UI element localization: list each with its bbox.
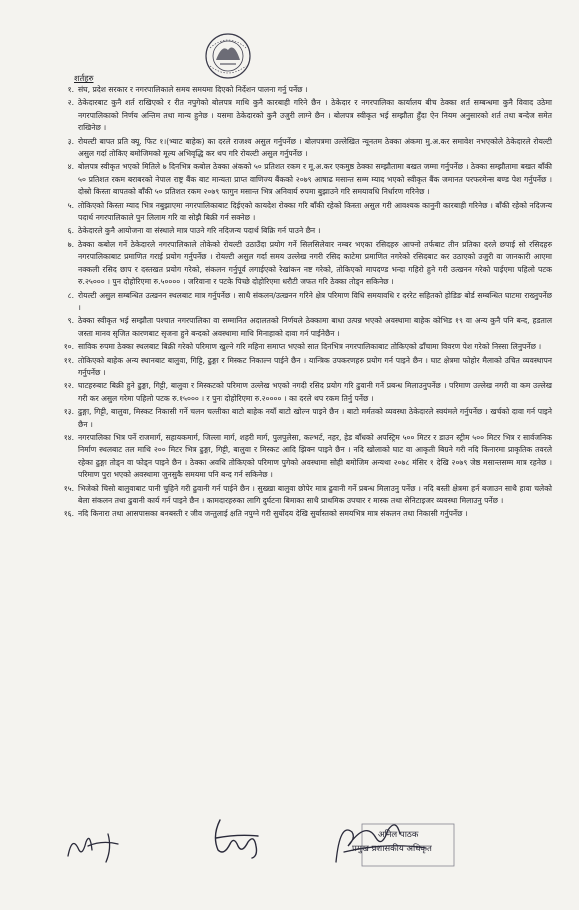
conditions-list [52,84,552,522]
condition-text: ठेकेदारले कुनै आयोजना वा संस्थाले मात्र पाउने गरि नदिजन्य पदार्थ बिक्रि गर्न पाउने छैन । [78,226,321,236]
condition-text: भिजेको चिसो बालुवाबाट पानी चुहिने गरी ढुवानी गर्न पाईने छैन । सुख्खा बालुवा छोपेर मात्र ढुवानी गर्ने प्रबन्ध मिलाउनु पर्नेछ । नदि बस्ती क्षेत्रमा हर्न बजाउन साथै हावा चलेको बेला संकलन तथा ढुवानी कार्य गर्न पाइने छैन । कामदारहरुका लागि दुर्घटना बिमाका साथै प्राथमिक उपचार र मास्क तथा सेनिटाइजर व्यवस्था मिलाउनु पर्नेछ । [78,483,552,505]
condition-text: ठेकेदारबाट कुनै शर्त राखिएको र रीत नपुगेको बोलपत्र माथि कुनै कारबाही गरिने छैन । ठेकेदार र नगरपालिका कार्यालय बीच ठेक्का शर्त सम्बन्धमा कुनै विवाद उठेमा नगरपालिकाको निर्णय अन्तिम तथा मान्य हुनेछ । यसमा ठेकेदारको कुनै उजुरी लाग्ने छैन । बोलपत्र स्वीकृत भई सम्झौता हुँदा ऐन नियम अनुसारको शर्त तथा बन्देज समेत राखिनेछ । [78,98,552,133]
condition-number: ७. [67,239,74,249]
signature-left-icon [62,828,132,868]
condition-number: १४. [63,432,74,442]
condition-number: १३. [63,407,74,417]
condition-item [52,136,552,161]
condition-text: ठेक्का स्वीकृत भई सम्झौता पश्चात नगरपालिका वा सम्मानित अदालतको निर्णयले ठेक्कामा बाधा उत्पन्न भएको अवस्थामा बाहेक कोभिड १९ वा अन्य कुनै पनि बन्द, हडताल जस्ता मानव सृजित कारणबाट सृजना हुने बन्दको अवस्थामा माथि मिनाहाको दावा गर्न पाईनेछैन । [78,316,552,338]
condition-item [52,508,552,520]
officer-designation: प्रमुख प्रशासकीय अधिकृत [352,844,432,854]
condition-item [52,161,552,198]
condition-text: तोकिएको किस्ता म्याद भित्र नबुझाएमा नगरपालिकाबाट दिईएको कायदेश रोक्का गरि बाँकी रहेको किस्ता असुल गरी आवश्यक कानुनी कारबाही गरिनेछ । बाँकी रहेको नदिजन्य पदार्थ नगरपालिकाले पुन लिलाम गरि वा सोझै बिक्री गर्न सक्नेछ । [78,200,552,223]
officer-name: अनिल पाठक [378,830,419,840]
condition-text: बोलपत्र स्वीकृत भएको मितिले ७ दिनभित्र कबोल ठेक्का अंकको ५० प्रतिशत रकम र मू.अ.कर एकमुष्ठ ठेक्का सम्झौतामा बखत जम्मा गर्नुपर्नेछ । ठेक्का सम्झौतामा बखत बाँकी ५० प्रतिशत रकम बराबरको नेपाल राष्ट्र बैंक बाट मान्यता प्राप्त वाणिज्य बैंकको २०७९ आषाढ मसान्त सम्म म्याद भएको स्वीकृत बैंक जमानत परफरमेन्स बण्ड पेश गर्नुपर्नेछ । दोस्रो किस्ता बापतको बाँकी ५० प्रतिशत रकम २०७९ फागुन मसान्त भित्र अनिवार्य रुपमा बुझाउने गरि समयावधि निर्धारण गरिनेछ । [78,162,552,197]
condition-number: ३. [67,136,74,146]
condition-item [52,483,552,508]
condition-item [52,380,552,405]
condition-item [52,290,552,315]
condition-number: ६. [67,226,74,236]
document-heading: शर्तहरु [74,73,94,83]
condition-item [52,315,552,340]
condition-item [52,84,552,96]
signature-middle-icon [208,816,278,862]
condition-text: घाटहरुबाट बिक्री हुने ढुङ्गा, गिट्टी, बालुवा र मिस्कटको परिमाण उल्लेख भएको नगदी रसिद प्रयोग गरि ढुवानी गर्ने प्रबन्ध मिलाउनुपर्नेछ । परिमाण उल्लेख नगरी वा कम उल्लेख गरी कर असुल गरेमा पहिलो पटक रु.१५००० । र पुनः दोहोरिएमा रु.२०००० । का दरले थप रकम तिर्नु पर्नेछ । [78,381,552,403]
condition-text: साविक रुपमा ठेक्का स्थलबाट बिक्री गरेको परिमाण खुल्ने गरि महिना समाप्त भएको सात दिनभित्र नगरपालिकाबाट तोकिएको ढाँचामा विवरण पेश गरेको निस्सा लिनुपर्नेछ । [78,342,542,352]
condition-number: १२. [63,381,74,391]
condition-item [52,225,552,237]
condition-number: १. [67,85,74,94]
condition-number: १०. [63,342,74,352]
condition-text: रोयल्टी असुल सम्बन्धित उत्खनन स्थलबाट मात्र गर्नुपर्नेछ । साथै संकलन/उत्खनन गरिने क्षेत्र परिमाण विधि समयावधि र दररेट सहितको होडिङ बोर्ड सम्बन्धित घाटमा राख्नुपर्नेछ । [78,290,552,312]
condition-number: १५. [63,483,74,493]
officer-signature-stamp-icon [326,812,456,872]
condition-item [52,432,552,482]
condition-text: ठेक्का कबोल गर्ने ठेकेदारले नगरपालिकाले तोकेको रोयल्टी उठाउँदा प्रयोग गर्ने सिलसिलेवार नम्बर भएका रसिदहरु आफ्नो तर्फबाट तीन प्रतिका दरले छपाई सो रसिदहरु नगरपालिकाबाट प्रमाणित गराई प्रयोग गर्नुपर्नेछ । रोयल्टी असुल गर्दा समय उल्लेख नगरी रसिद काटेमा प्रमाणित नगरेको रसिदबाट कर उठाएको उजुरी वा जानकारी आएमा नक्कली रसिद छाप र दस्तखत प्रयोग गरेको, संकलन गर्नुपूर्व लगाईएको रेखांकन नष्ट गरेको, तोकिएको मापदण्ड भन्दा गहिरो हुने गरी उत्खनन गरेको पाईएमा पहिलो पटक रु.२५००० । पुन दोहोरिएमा रु.५०००० । जरिवाना र पटके पिच्छे दोहोरिएमा धरौटी जफत गरि ठेक्का तोड्न सकिनेछ । [78,239,552,287]
condition-number: ८. [67,290,74,300]
condition-number: १६. [63,509,74,519]
condition-text: तोकिएको बाहेक अन्य स्थानबाट बालुवा, गिट्टि, ढुङ्गा र मिस्कट निकाल्न पाईने छैन । यान्त्रिक उपकरणहरु प्रयोग गर्न पाइने छैन । घाट क्षेत्रमा फोहोर मैलाको उचित व्यवस्थापन गर्नुपर्नेछ । [78,355,552,377]
condition-item [52,239,552,289]
condition-text: नदि किनारा तथा आसपासका बनबस्ती र जीव जन्तुलाई क्षति नपुग्ने गरी सुर्योदय देखि सुर्यास्तको समयभित्र मात्र संकलन तथा निकासी गर्नुपर्नेछ । [78,509,468,519]
condition-number: ११. [63,355,74,365]
condition-item [52,341,552,353]
condition-item [52,406,552,431]
condition-text: संघ, प्रदेश सरकार र नगरपालिकाले समय समयमा दिएको निर्देशन पालना गर्नु पर्नेछ । [78,85,308,94]
condition-number: ५. [67,200,74,210]
condition-number: ९. [67,316,74,326]
condition-number: ४. [67,162,74,172]
condition-text: ढुङ्गा, गिट्टी, बालुवा, मिस्कट निकासी गर्ने चलन चल्तीका बाटो बाहेक नयाँ बाटो खोल्न पाइने छैन । बाटो मर्मतको व्यवस्था ठेकेदारले स्वयंमले गर्नुपर्नेछ । खर्चको दावा गर्न पाइने छैन । [78,407,552,429]
condition-number: २. [67,98,74,108]
municipality-seal-icon [196,30,260,82]
condition-item [52,355,552,380]
condition-text: रोयल्टी बापत प्रति क्यू. फिट १।(भ्याट बाहेक) का दरले राजश्व असुल गर्नुपर्नेछ । बोलपत्रमा उल्लेखित न्यूनतम ठेक्का अंकमा मु.अ.कर समावेश नभएकोले ठेकेदारले रोयल्टी असुल गर्दा तोकिए बमोजिमको मूल्य अभिवृद्धि कर थप गरि रोयल्टी असुल गर्नुपर्नेछ । [78,136,552,159]
condition-item [52,200,552,225]
condition-item [52,97,552,134]
condition-text: नगरपालिका भित्र पर्ने राजमार्ग, सहायकमार्ग, जिल्ला मार्ग, शहरी मार्ग, पुलपुलेसा, कल्भर्ट, नहर, हेड बाँधको अपस्ट्रिम ५०० मिटर र डाउन स्ट्रीम ५०० मिटर भित्र र सार्वजनिक निर्माण स्थलबाट तल माथि २०० मिटर भित्र ढुङ्गा, गिट्टी, बालुवा र मिस्कट आदि झिक्न पाइने छैन । नदि खोलाको घाट वा आकृती बिग्रने गरी नदि किनारमा प्राकृतिक तवरले रहेका ढुङ्गा तोड्न वा फोड्न पाइने छैन । ठेक्का अवधि तोकिएको परिमाण पुगेको अवस्थामा सोही बमोजिम अन्यथा २०७८ मंसिर १ देखि २०७९ जेष्ठ मसान्तसम्म मात्र रहनेछ । परिमाण पुरा भएको अवस्थामा जुनसुकै समयमा पनि बन्द गर्न सकिनेछ । [78,432,552,480]
